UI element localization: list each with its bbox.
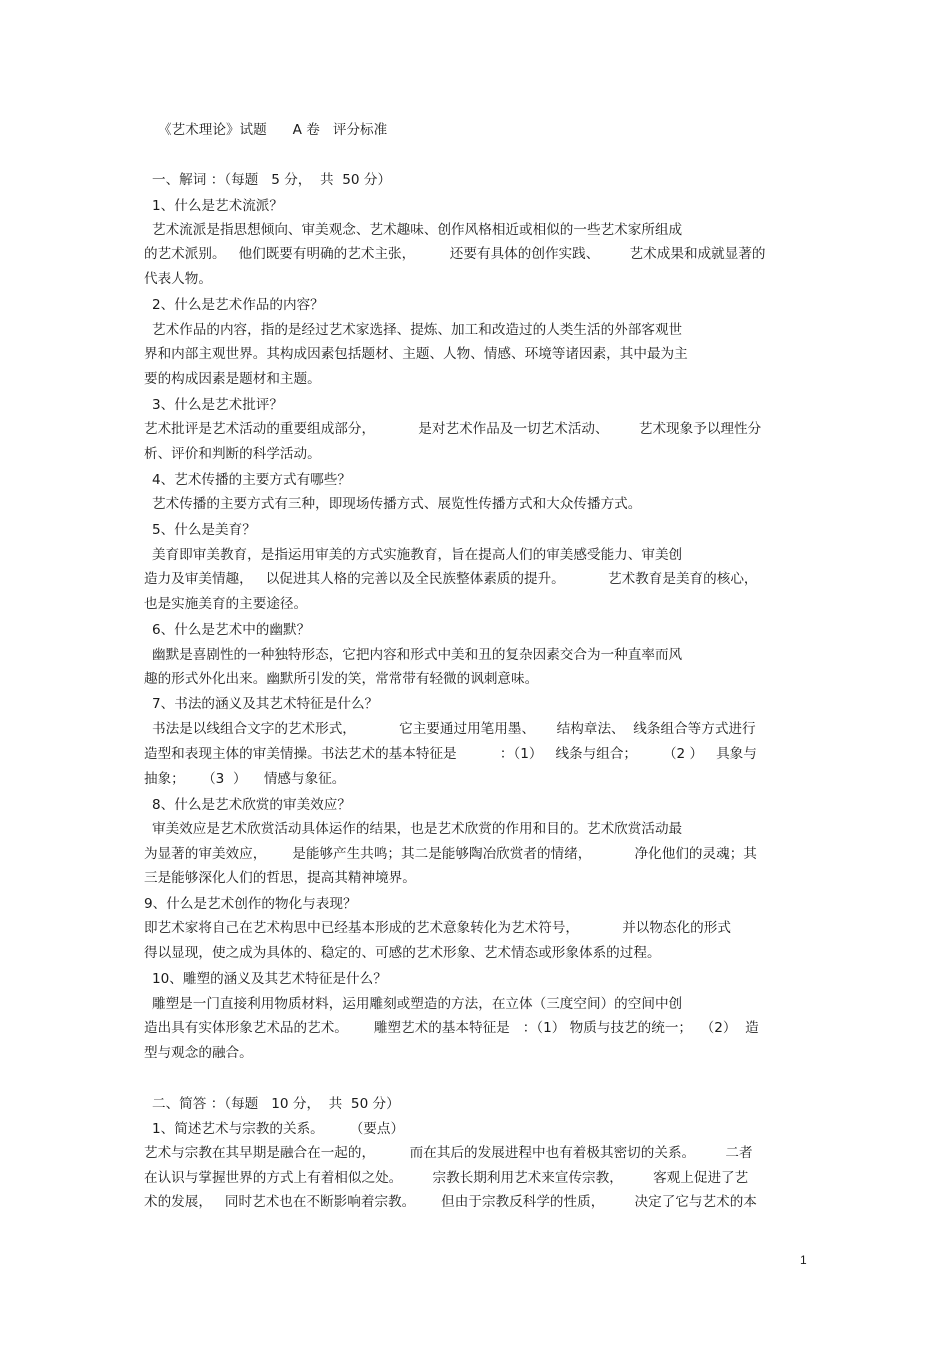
- s1-q3-answer-line: 艺术批评是艺术活动的重要组成部分， 是对艺术作品及一切艺术活动、 艺术现象予以理性分: [144, 421, 762, 437]
- s1-q1-answer-line: 艺术流派是指思想倾向、审美观念、艺术趣味、创作风格相近或相似的一些艺术家所组成: [152, 222, 683, 238]
- s1-q4-answer-line: 艺术传播的主要方式有三种，即现场传播方式、展览性传播方式和大众传播方式。: [152, 496, 642, 512]
- s1-q6-answer-line: 趣的形式外化出来。幽默所引发的笑，常常带有轻微的讽刺意味。: [144, 671, 539, 687]
- s2-q1-answer-line: 在认识与掌握世界的方式上有着相似之处。 宗教长期利用艺术来宣传宗教， 客观上促进了艺: [144, 1170, 749, 1186]
- s1-q9-answer-line: 得以显现，使之成为具体的、稳定的、可感的艺术形象、艺术情态或形象体系的过程。: [144, 945, 661, 961]
- s2-q1-question: 1、简述艺术与宗教的关系。 （要点）: [152, 1121, 405, 1137]
- s1-q10-answer-line: 造出具有实体形象艺术品的艺术。 雕塑艺术的基本特征是 ：（1） 物质与技艺的统一； （2） 造: [144, 1020, 759, 1036]
- s1-q4-question: 4、艺术传播的主要方式有哪些？: [152, 472, 351, 488]
- s1-q10-answer-line: 雕塑是一门直接利用物质材料，运用雕刻或塑造的方法，在立体（三度空间）的空间中创: [152, 996, 683, 1012]
- s1-q6-answer-line: 幽默是喜剧性的一种独特形态，它把内容和形式中美和丑的复杂因素交合为一种直率而风: [152, 647, 683, 663]
- s1-q1-answer-line: 代表人物。: [144, 271, 212, 287]
- page-number: 1: [800, 1253, 807, 1267]
- s2-q1-answer-line: 艺术与宗教在其早期是融合在一起的， 而在其后的发展进程中也有着极其密切的关系。 二者: [144, 1145, 753, 1161]
- s1-q9-answer-line: 即艺术家将自己在艺术构思中已经基本形成的艺术意象转化为艺术符号， 并以物态化的形式: [144, 920, 731, 936]
- s1-q10-answer-line: 型与观念的融合。: [144, 1045, 253, 1061]
- section2-heading: 二、简答 ：（每题 10 分， 共 50 分）: [152, 1096, 400, 1112]
- section1-heading: 一、解词 ：（每题 5 分， 共 50 分）: [152, 172, 392, 188]
- s1-q2-answer-line: 艺术作品的内容，指的是经过艺术家选择、提炼、加工和改造过的人类生活的外部客观世: [152, 322, 683, 338]
- s1-q7-answer-line: 抽象； （3 ） 情感与象征。: [144, 771, 346, 787]
- s1-q7-answer-line: 书法是以线组合文字的艺术形式， 它主要通过用笔用墨、 结构章法、 线条组合等方式进行: [152, 721, 756, 737]
- s1-q2-answer-line: 界和内部主观世界。其构成因素包括题材、主题、人物、情感、环境等诸因素，其中最为主: [144, 346, 688, 362]
- s1-q9-question: 9、什么是艺术创作的物化与表现？: [144, 896, 357, 912]
- s1-q8-answer-line: 三是能够深化人们的哲思，提高其精神境界。: [144, 870, 416, 886]
- s1-q8-answer-line: 审美效应是艺术欣赏活动具体运作的结果，也是艺术欣赏的作用和目的。艺术欣赏活动最: [152, 821, 683, 837]
- s1-q8-answer-line: 为显著的审美效应， 是能够产生共鸣；其二是能够陶冶欣赏者的情绪， 净化他们的灵魂；其: [144, 846, 757, 862]
- s1-q3-answer-line: 析、评价和判断的科学活动。: [144, 446, 321, 462]
- s2-q1-answer-line: 术的发展， 同时艺术也在不断影响着宗教。 但由于宗教反科学的性质， 决定了它与艺术的本: [144, 1194, 757, 1210]
- s1-q1-answer-line: 的艺术派别。 他们既要有明确的艺术主张， 还要有具体的创作实践、 艺术成果和成就显著的: [144, 246, 766, 262]
- s1-q7-question: 7、书法的涵义及其艺术特征是什么？: [152, 696, 379, 712]
- s1-q2-answer-line: 要的构成因素是题材和主题。: [144, 371, 321, 387]
- s1-q3-question: 3、什么是艺术批评？: [152, 397, 283, 413]
- s1-q6-question: 6、什么是艺术中的幽默？: [152, 622, 311, 638]
- document-title: 《艺术理论》试题 A 卷 评分标准: [158, 122, 388, 138]
- s1-q2-question: 2、什么是艺术作品的内容？: [152, 297, 324, 313]
- s1-q5-answer-line: 也是实施美育的主要途径。: [144, 596, 308, 612]
- s1-q5-question: 5、什么是美育？: [152, 522, 256, 538]
- s1-q8-question: 8、什么是艺术欣赏的审美效应？: [152, 797, 351, 813]
- s1-q7-answer-line: 造型和表现主体的审美情操。书法艺术的基本特征是 ：（1） 线条与组合； （2 ） 具象与: [144, 746, 757, 762]
- s1-q5-answer-line: 美育即审美教育，是指运用审美的方式实施教育，旨在提高人们的审美感受能力、审美创: [152, 547, 683, 563]
- s1-q5-answer-line: 造力及审美情趣， 以促进其人格的完善以及全民族整体素质的提升。 艺术教育是美育的核心，: [144, 571, 758, 587]
- s1-q10-question: 10、雕塑的涵义及其艺术特征是什么？: [152, 971, 387, 987]
- s1-q1-question: 1、什么是艺术流派？: [152, 198, 283, 214]
